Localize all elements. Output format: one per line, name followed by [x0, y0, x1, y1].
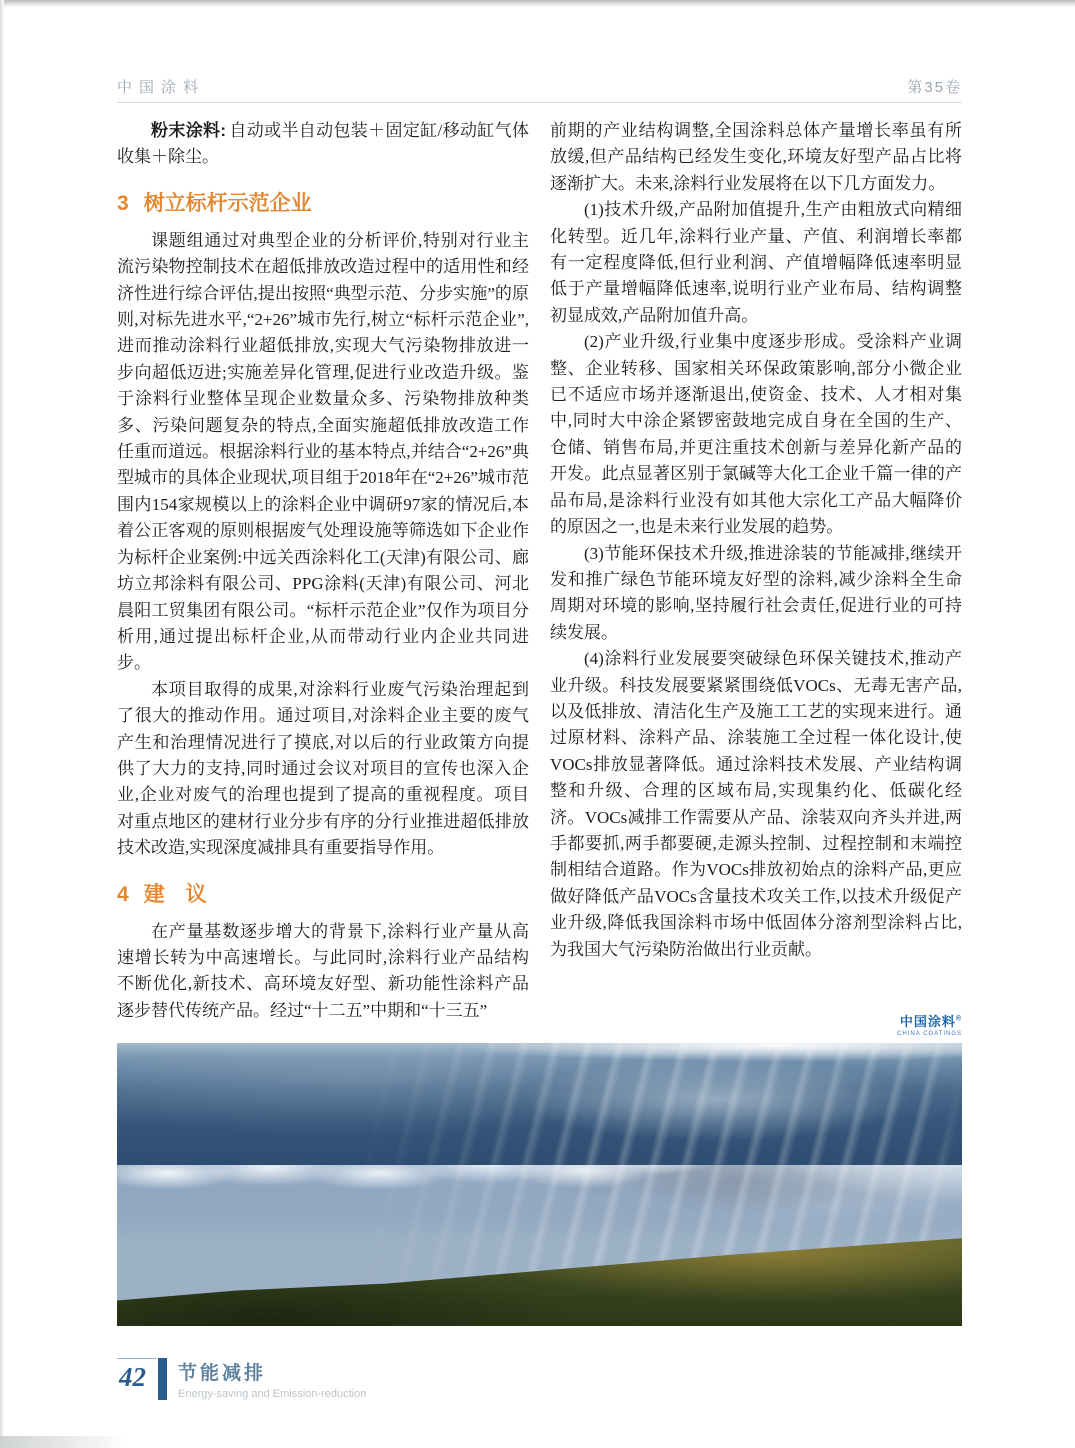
benchmark-paragraph: 课题组通过对典型企业的分析评价,特别对行业主流污染物控制技术在超低排放改造过程中的适用性和经济性进行综合评估,提出按照“典型示范、分步实施”的原则,对标先进水平,“2+26”城市先行,树立“标杆示范企业”,进而推动涂料行业超低排放,实现大气污染物排放进一步向超低迈进;实施差异化管理,促进行业改造升级。鉴于涂料行业整体呈现企业数量众多、污染物排放种类多、污染问题复杂的特点,全面实施超低排放改造工作任重而道远。根据涂料行业的基本特点,并结合“2+26”典型城市的具体企业现状,项目组于2018年在“2+26”城市范围内154家规模以上的涂料企业中调研97家的情况后,本着公正客观的原则根据废气处理设施等筛选如下企业作为标杆企业案例:中远关西涂料化工(天津)有限公司、廊坊立邦涂料有限公司、PPG涂料(天津)有限公司、河北晨阳工贸集团有限公司。“标杆示范企业”仅作为项目分析用,通过提出标杆企业,从而带动行业内企业共同进步。 [117, 230, 529, 673]
page-number: 42 [119, 1362, 146, 1392]
page-number-block [117, 1358, 156, 1392]
china-coatings-logo [897, 1011, 962, 1037]
footer-section-subtitle: Energy-saving and Emission-reduction [178, 1388, 367, 1400]
section-3-number: 3 [117, 191, 129, 215]
logo-wordmark [897, 1011, 962, 1030]
continuation-paragraph: 前期的产业结构调整,全国涂料总体产量增长率虽有所放缓,但产品结构已经发生变化,环境友好型产品占比将逐渐扩大。未来,涂料行业发展将在以下几方面发力。 [550, 121, 962, 193]
registered-mark: ® [955, 1015, 962, 1023]
article-body [117, 118, 962, 1024]
scan-edge-corner [0, 1436, 130, 1448]
right-column [550, 118, 962, 1024]
logo-subtitle: CHINA COATINGS [897, 1031, 962, 1037]
footer-section-title: 节能减排 [178, 1363, 267, 1384]
volume-number: 第35卷 [907, 79, 962, 96]
logo-text: 中国涂料 [899, 1014, 956, 1029]
point-3-paragraph: (3)节能环保技术升级,推进涂装的节能减排,继续开发和推广绿色节能环境友好型的涂料,减少涂料全生命周期对环境的影响,坚持履行社会责任,促进行业的可持续发展。 [550, 543, 962, 642]
footer-section [178, 1358, 366, 1400]
powder-coating-text: 自动或半自动包装＋固定缸/移动缸气体收集＋除尘。 [117, 121, 529, 167]
footer [117, 1358, 366, 1400]
scan-edge-left [0, 0, 4, 1448]
suggestion-paragraph: 在产量基数逐步增大的背景下,涂料行业产量从高速增长转为中高速增长。与此同时,涂料行业产品结构不断优化,新技术、高环境友好型、新功能性涂料产品逐步替代传统产品。经过“十二五”中期和“十三五” [117, 921, 529, 1020]
project-results-paragraph: 本项目取得的成果,对涂料行业废气污染治理起到了很大的推动作用。通过项目,对涂料企业主要的废气产生和治理情况进行了摸底,对以后的行业政策方向提供了大力的支持,同时通过会议对项目的宣传也深入企业,企业对废气的治理也提到了提高的重视程度。项目对重点地区的建材行业分步有序的分行业推进超低排放技术改造,实现深度减排具有重要指导作用。 [117, 679, 529, 858]
section-3-title: 树立标杆示范企业 [143, 191, 312, 215]
point-1-paragraph: (1)技术升级,产品附加值提升,生产由粗放式向精细化转型。近几年,涂料行业产量、产值、利润增长率都有一定程度降低,但行业利润、产值增幅降低速率明显低于产量增幅降低速率,说明行业产业布局、结构调整初显成效,产品附加值升高。 [550, 200, 962, 325]
powder-coating-paragraph [117, 118, 529, 171]
header-rule [117, 102, 962, 103]
point-2-paragraph: (2)产业升级,行业集中度逐步形成。受涂料产业调整、企业转移、国家相关环保政策影响,部分小微企业已不适应市场并逐渐退出,使资金、技术、人才相对集中,同时大中涂企紧锣密鼓地完成自身在全国的生产、仓储、销售布局,并更注重技术创新与差异化新产品的开发。此点显著区别于氯碱等大化工企业千篇一律的产品布局,是涂料行业没有如其他大宗化工产品大幅降价的原因之一,也是未来行业发展的趋势。 [550, 332, 962, 537]
landscape-photo [117, 1043, 962, 1326]
running-head [117, 76, 962, 97]
section-4-number: 4 [117, 882, 129, 906]
section-4-title: 建 议 [143, 882, 207, 906]
scan-edge-top [0, 0, 1075, 8]
left-column [117, 118, 529, 1024]
journal-title: 中国涂料 [117, 79, 206, 96]
powder-coating-lead: 粉末涂料: [151, 121, 227, 140]
point-4-paragraph: (4)涂料行业发展要突破绿色环保关键技术,推动产业升级。科技发展要紧紧围绕低VOCs、无毒无害产品,以及低排放、清洁化生产及施工工艺的实现来进行。通过原材料、涂料产品、涂装施工全过程一体化设计,使VOCs排放显著降低。通过涂料技术发展、产业结构调整和升级、合理的区域布局,实现集约化、低碳化经济。VOCs减排工作需要从产品、涂装双向齐头并进,两手都要抓,两手都要硬,走源头控制、过程控制和末端控制相结合道路。作为VOCs排放初始点的涂料产品,更应做好降低产品VOCs含量技术攻关工作,以技术升级促产业升级,降低我国涂料市场中低固体分溶剂型涂料占比,为我国大气污染防治做出行业贡献。 [550, 649, 962, 959]
section-4-heading [117, 882, 529, 907]
section-3-heading [117, 191, 529, 216]
footer-bar-decoration [158, 1358, 167, 1400]
